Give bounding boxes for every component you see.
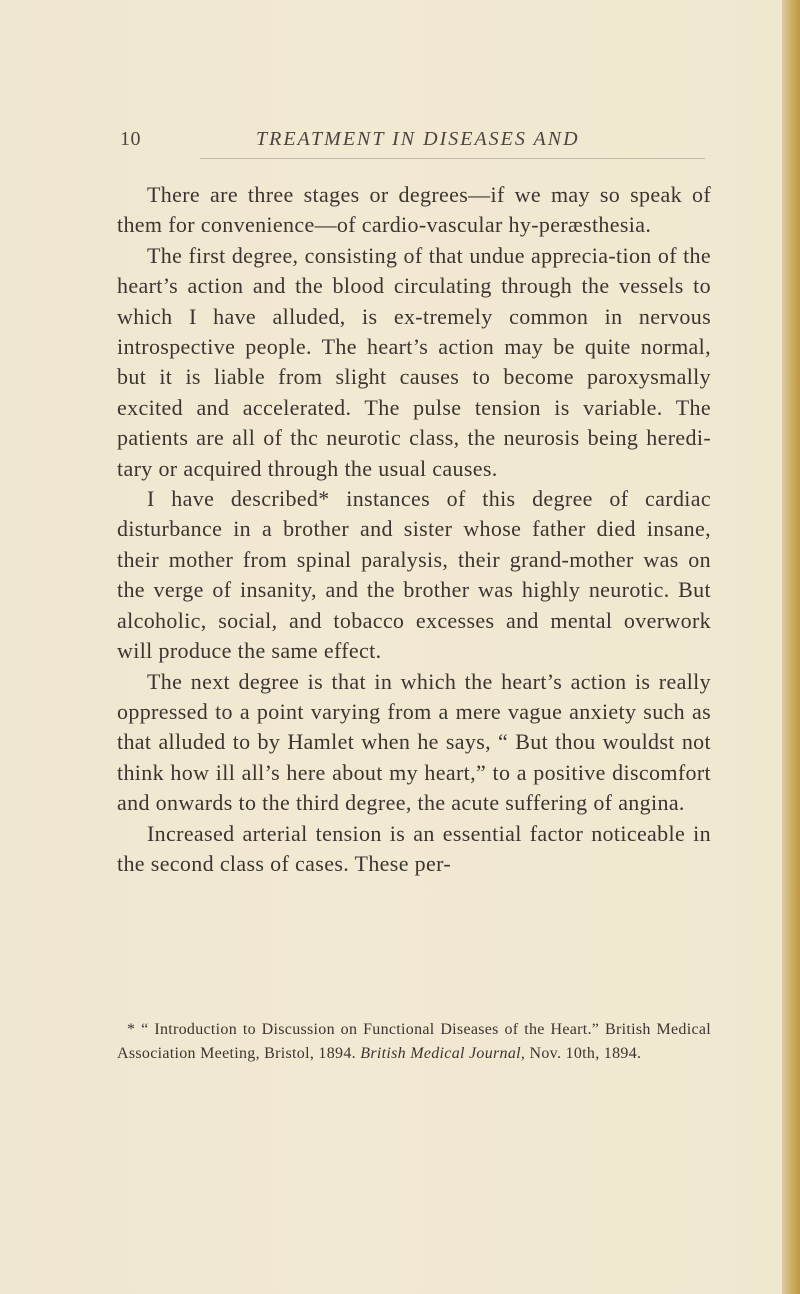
footnote-marker: * [127,1021,136,1038]
paragraph: I have described* instances of this degree of cardiac disturbance in a brother and sister whose father died insane, their mother from spinal paralysis, their grand-mother was on the verge of insanity, and the brother was highly neurotic. But alcoholic, social, and tobacco excesses and mental overwork will produce the same effect. [117,486,711,664]
footnote-date: Nov. 10th, 1894. [529,1045,642,1062]
header-rule [200,158,705,159]
paragraph: Increased arterial tension is an essential factor noticeable in the second class of cases. These per- [117,820,711,876]
page-edge-gilt [782,0,800,1294]
footnote [117,1018,711,1066]
running-head: TREATMENT IN DISEASES AND [256,128,580,150]
footnote-text [117,1018,711,1066]
paragraph: The first degree, consisting of that undue apprecia-tion of the heart’s action and the blood circulating through the vessels to which I have alluded, is ex-tremely common in nervous introspective people. The heart’s action may be quite normal, but it is liable from slight causes to become paroxysmally excited and accelerated. The pulse tension is variable. The patients are all of thc neurotic class, the neurosis being heredi-tary or acquired through the usual causes. [117,242,711,481]
paragraph: The next degree is that in which the heart’s action is really oppressed to a point varying from a mere vague anxiety such as that alluded to by Hamlet when he says, “ But thou wouldst not think how ill all’s here about my heart,” to a positive discomfort and onwards to the third degree, the acute suffering of angina. [117,668,711,816]
paragraph: There are three stages or degrees—if we may so speak of them for convenience—of cardio-vascular hy-peræsthesia. [117,182,711,238]
body-text [117,180,711,879]
footnote-citation: “ Introduction to Discussion on Functional Diseases of the Heart.” British Medical Association Meeting, Bristol, 1894. [117,1021,711,1062]
page-number: 10 [120,128,141,150]
footnote-journal: British Medical Journal, [360,1045,526,1062]
page-header [120,128,680,158]
